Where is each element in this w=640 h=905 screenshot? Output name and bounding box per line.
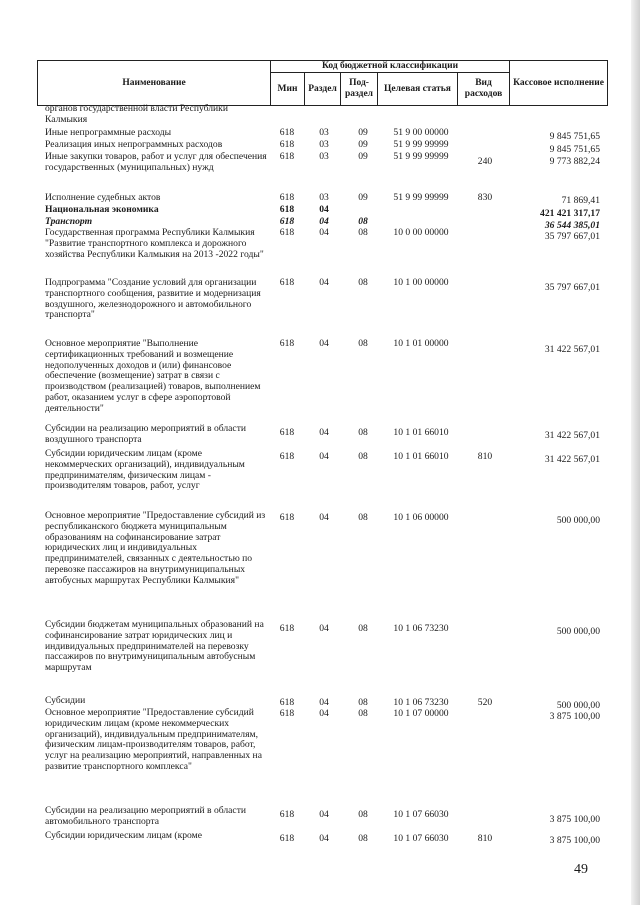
row-12-pod: 08	[358, 512, 368, 523]
row-6-min: 618	[279, 216, 295, 227]
row-2-target: 51 9 99 99999	[393, 139, 449, 150]
row-4-target: 51 9 99 99999	[393, 192, 449, 203]
row-15-target: 10 1 07 00000	[393, 708, 449, 719]
row-4-name: Исполнение судебных актов	[45, 192, 161, 203]
row-1-min: 618	[279, 127, 295, 138]
row-2-pod: 09	[358, 139, 368, 150]
row-1-name: Иные непрограммные расходы	[45, 127, 172, 138]
row-5-razdel: 04	[319, 204, 329, 215]
row-4-min: 618	[279, 192, 295, 203]
row-8-name: Подпрограмма "Создание условий для организации транспортного сообщения, развитие и модернизация воздушного, железнодорожного и автомобильного транспорта"	[45, 277, 261, 321]
row-13-pod: 08	[358, 623, 368, 634]
row-9-target: 10 1 01 00000	[393, 338, 449, 349]
row-16-pod: 08	[358, 809, 368, 820]
row-10-amount: 31 422 567,01	[544, 430, 600, 441]
header-razdel: Раздел	[305, 73, 341, 106]
row-12-target: 10 1 06 00000	[393, 512, 449, 523]
row-17-min: 618	[279, 833, 295, 844]
row-6-name: Транспорт	[45, 216, 93, 227]
row-9-amount: 31 422 567,01	[544, 344, 600, 355]
row-7-target: 10 0 00 00000	[393, 227, 449, 238]
row-14-target: 10 1 06 73230	[393, 697, 449, 708]
row-7-pod: 08	[358, 227, 368, 238]
row-5-name: Национальная экономика	[45, 204, 159, 215]
row-17-target: 10 1 07 66030	[393, 833, 449, 844]
header-vid: Вид расходов	[458, 73, 510, 106]
row-1-razdel: 03	[319, 127, 329, 138]
header-podrazdel: Под-раздел	[341, 73, 378, 106]
row-2-min: 618	[279, 139, 295, 150]
row-4-razdel: 03	[319, 192, 329, 203]
row-12-razdel: 04	[319, 512, 329, 523]
row-11-pod: 08	[358, 451, 368, 462]
header-name: Наименование	[38, 61, 271, 106]
row-17-razdel: 04	[319, 833, 329, 844]
row-2-razdel: 03	[319, 139, 329, 150]
row-14-pod: 08	[358, 697, 368, 708]
row-11-razdel: 04	[319, 451, 329, 462]
row-12-amount: 500 000,00	[556, 515, 600, 526]
row-15-amount: 3 875 100,00	[549, 711, 600, 722]
page-number: 49	[574, 862, 588, 877]
row-13-target: 10 1 06 73230	[393, 623, 449, 634]
row-7-razdel: 04	[319, 227, 329, 238]
row-17-vid: 810	[477, 833, 493, 844]
row-3-vid: 240	[477, 156, 493, 167]
row-12-name: Основное мероприятие "Предоставление субсидий из республиканского бюджета муниципальным образованиям на софинансирование затрат юридических лиц и индивидуальных предпринимателей, связанных с деятельностью по перевозке пассажиров на внутримуниципальных автобусных маршрутах Республики Калмыкия"	[45, 510, 266, 586]
row-0-name: органов государственной власти Республики Калмыкия	[45, 103, 228, 125]
row-3-razdel: 03	[319, 151, 329, 162]
header-amount: Кассовое исполнение	[510, 61, 608, 106]
row-13-amount: 500 000,00	[556, 626, 600, 637]
row-15-pod: 08	[358, 708, 368, 719]
row-17-amount: 3 875 100,00	[549, 835, 600, 846]
row-4-amount: 71 869,41	[561, 195, 600, 206]
header-target: Целевая статья	[378, 73, 458, 106]
row-14-vid: 520	[477, 697, 493, 708]
row-16-amount: 3 875 100,00	[549, 814, 600, 825]
row-11-target: 10 1 01 66010	[393, 451, 449, 462]
row-10-razdel: 04	[319, 427, 329, 438]
row-3-name: Иные закупки товаров, работ и услуг для обеспечения государственных (муниципальных) нужд	[45, 151, 267, 173]
row-7-name: Государственная программа Республики Калмыкия "Развитие транспортного комплекса и дорожного хозяйства Республики Калмыкия на 2013 -2022 годы"	[45, 227, 264, 260]
row-9-razdel: 04	[319, 338, 329, 349]
row-11-amount: 31 422 567,01	[544, 454, 600, 465]
row-13-name: Субсидии бюджетам муниципальных образований на софинансирование затрат юридических лиц и индивидуальных предпринимателей на перевозку пассажиров по внутримуниципальным автобусным маршрутам	[45, 619, 264, 674]
row-2-name: Реализация иных непрограммных расходов	[45, 139, 223, 150]
row-5-amount: 421 421 317,17	[540, 208, 600, 219]
row-10-target: 10 1 01 66010	[393, 427, 449, 438]
row-4-pod: 09	[358, 192, 368, 203]
row-3-pod: 09	[358, 151, 368, 162]
row-3-target: 51 9 99 99999	[393, 151, 449, 162]
row-15-name: Основное мероприятие "Предоставление субсидий юридическим лицам (кроме некоммерческих организаций), индивидуальным предпринимателям, физическим лицам-производителям товаров, работ, услуг на реализацию мероприятий, направленных на развитие транспортного комплекса"	[45, 707, 262, 772]
row-16-razdel: 04	[319, 809, 329, 820]
row-11-min: 618	[279, 451, 295, 462]
row-8-min: 618	[279, 277, 295, 288]
row-8-target: 10 1 00 00000	[393, 277, 449, 288]
row-6-pod: 08	[358, 216, 368, 227]
row-13-razdel: 04	[319, 623, 329, 634]
row-8-razdel: 04	[319, 277, 329, 288]
header-code-group: Код бюджетной классификации	[271, 61, 510, 73]
row-16-target: 10 1 07 66030	[393, 809, 449, 820]
row-14-name: Субсидии	[45, 695, 86, 706]
row-16-min: 618	[279, 809, 295, 820]
row-17-name: Субсидии юридическим лицам (кроме	[45, 830, 202, 841]
row-10-pod: 08	[358, 427, 368, 438]
row-12-min: 618	[279, 512, 295, 523]
row-15-min: 618	[279, 708, 295, 719]
row-2-amount: 9 845 751,65	[549, 144, 600, 155]
row-10-min: 618	[279, 427, 295, 438]
row-10-name: Субсидии на реализацию мероприятий в области воздушного транспорта	[45, 423, 247, 445]
row-6-amount: 36 544 385,01	[544, 220, 600, 231]
row-5-min: 618	[279, 204, 295, 215]
row-14-min: 618	[279, 697, 295, 708]
row-17-pod: 08	[358, 833, 368, 844]
row-8-pod: 08	[358, 277, 368, 288]
row-11-name: Субсидии юридическим лицам (кроме некоммерческих организаций), индивидуальным предпринимателям, физическим лицам - производителям товаров, работ, услуг	[45, 448, 245, 492]
row-1-amount: 9 845 751,65	[549, 131, 600, 142]
row-1-pod: 09	[358, 127, 368, 138]
row-9-min: 618	[279, 338, 295, 349]
row-9-pod: 08	[358, 338, 368, 349]
row-16-name: Субсидии на реализацию мероприятий в области автомобильного транспорта	[45, 805, 247, 827]
row-1-target: 51 9 00 00000	[393, 127, 449, 138]
row-9-name: Основное мероприятие "Выполнение сертификационных требований и возмещение недополученных доходов и (или) финансовое обеспечение (возмещение) затрат в связи с производством (реализацией) товаров, выполнением работ, оказанием услуг в сфере аэропортовой деятельности"	[45, 338, 261, 414]
row-3-amount: 9 773 882,24	[549, 156, 600, 167]
row-11-vid: 810	[477, 451, 493, 462]
row-15-razdel: 04	[319, 708, 329, 719]
row-3-min: 618	[279, 151, 295, 162]
row-13-min: 618	[279, 623, 295, 634]
row-4-vid: 830	[477, 192, 493, 203]
row-14-amount: 500 000,00	[556, 700, 600, 711]
header-min: Мин	[271, 73, 305, 106]
row-6-razdel: 04	[319, 216, 329, 227]
row-7-amount: 35 797 667,01	[544, 231, 600, 242]
row-7-min: 618	[279, 227, 295, 238]
row-8-amount: 35 797 667,01	[544, 282, 600, 293]
row-14-razdel: 04	[319, 697, 329, 708]
